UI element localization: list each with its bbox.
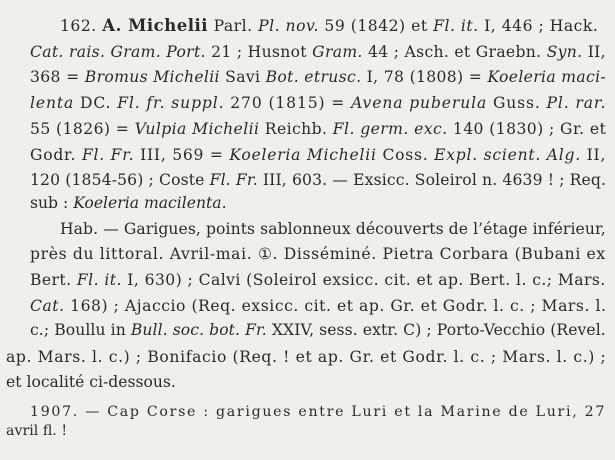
synonymy-line-4: 55 (1826) = Vulpia Michelii Reichb. Fl. germ. exc. 140 (1830) ; Gr. et — [30, 120, 607, 138]
italic-run: Bull. soc. bot. Fr. — [130, 321, 267, 339]
italic-run: Syn. — [546, 43, 583, 61]
italic-run: Cat. rais. Gram. Port. — [30, 43, 206, 61]
entry-number: 162. — [60, 17, 97, 35]
synonymy-line-5: Godr. Fl. Fr. III, 569 = Koeleria Michelii Coss. Expl. scient. Alg. II, — [30, 146, 607, 164]
habitat-line-6: et localité ci-dessous. — [6, 373, 176, 391]
italic-run: Cat. — [30, 297, 65, 315]
observation-line-1: avril fl. ! — [6, 423, 68, 439]
italic-run: Koeleria Michelii — [229, 146, 377, 164]
synonymy-line-3: lenta DC. Fl. fr. suppl. 270 (1815) = Avena puberula Guss. Pl. rar. — [30, 94, 607, 112]
species-name: A. Michelii — [102, 16, 209, 35]
habitat-line-3: Cat. 168) ; Ajaccio (Req. exsicc. cit. et ap. Gr. et Godr. l. c. ; Mars. l. — [30, 297, 607, 315]
italic-run: Vulpia Michelii — [134, 120, 260, 138]
italic-run: Avena puberula — [351, 94, 488, 112]
synonymy-line-6: 120 (1854-56) ; Coste Fl. Fr. III, 603. — Exsicc. Soleirol n. 4639 ! ; Req. — [30, 171, 607, 189]
italic-run: Pl. nov. — [258, 17, 319, 35]
synonymy-line-2: 368 = Bromus Michelii Savi Bot. etrusc. I, 78 (1808) = Koeleria maci- — [30, 68, 607, 86]
italic-run: Fl. germ. exc. — [332, 120, 448, 138]
synonymy-line-1: Cat. rais. Gram. Port. 21 ; Husnot Gram. 44 ; Asch. et Graebn. Syn. II, — [30, 43, 606, 61]
italic-run: lenta — [30, 94, 75, 112]
italic-run: Bot. etrusc. — [265, 68, 362, 86]
synonymy-line-0: Parl. Pl. nov. 59 (1842) et Fl. it. I, 446 ; Hack. — [213, 17, 599, 35]
observation-line-0: 1907. — Cap Corse : garigues entre Luri et la Marine de Luri, 27 — [30, 404, 607, 420]
italic-run: Fl. it. — [433, 17, 479, 35]
italic-run: Fl. it. — [76, 271, 122, 289]
habitat-line-5: ap. Mars. l. c.) ; Bonifacio (Req. ! et ap. Gr. et Godr. l. c. ; Mars. l. c.) ; — [6, 348, 607, 366]
italic-run: Koeleria macilenta. — [73, 194, 227, 212]
italic-run: Pl. rar. — [546, 94, 607, 112]
italic-run: Gram. — [312, 43, 363, 61]
habitat-line-0: Hab. — Garigues, points sablonneux découverts de l’étage inférieur, — [60, 220, 606, 238]
synonymy-line-7: sub : Koeleria macilenta. — [30, 194, 227, 212]
italic-run: Bromus Michelii — [84, 68, 220, 86]
italic-run: Koeleria maci- — [487, 68, 607, 86]
italic-run: Fl. fr. suppl. — [117, 94, 225, 112]
habitat-line-4: c.; Boullu in Bull. soc. bot. Fr. XXIV, sess. extr. C) ; Porto-Vecchio (Revel. — [30, 321, 606, 339]
entry-heading-line — [60, 16, 598, 36]
habitat-line-2: Bert. Fl. it. I, 630) ; Calvi (Soleirol exsicc. cit. et ap. Bert. l. c.; Mars. — [30, 271, 606, 289]
italic-run: Fl. Fr. — [81, 146, 135, 164]
italic-run: Expl. scient. Alg. — [434, 146, 581, 164]
italic-run: Fl. Fr. — [209, 171, 258, 189]
habitat-line-1: près du littoral. Avril-mai. ①. Disséminé. Pietra Corbara (Bubani ex — [30, 245, 606, 263]
